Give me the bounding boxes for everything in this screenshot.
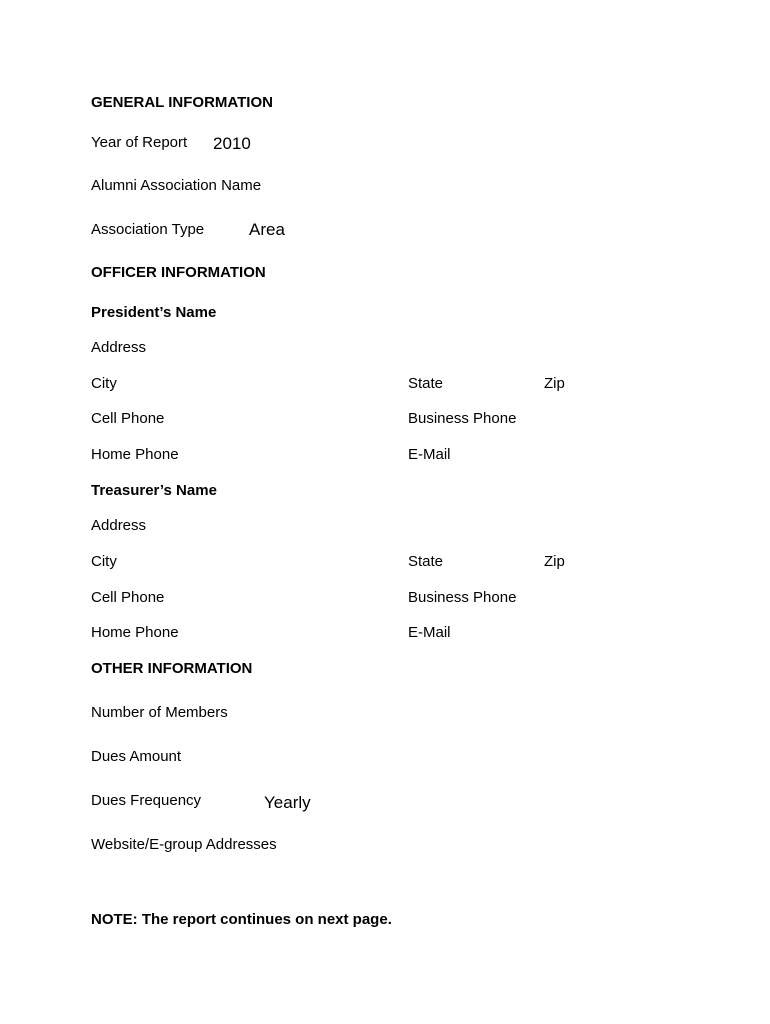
continuation-note: NOTE: The report continues on next page. [91,911,392,928]
president-email-label: E-Mail [408,446,451,463]
year-of-report-value[interactable]: 2010 [213,134,251,153]
president-address-label: Address [91,339,147,356]
presidents-name-label: President’s Name [91,304,217,321]
association-type-value[interactable]: Area [249,220,285,239]
other-information-heading: OTHER INFORMATION [91,660,253,677]
alumni-association-name-label: Alumni Association Name [91,177,262,194]
treasurer-address-label: Address [91,517,147,534]
dues-amount-label: Dues Amount [91,748,182,765]
dues-frequency-value[interactable]: Yearly [264,793,311,812]
officer-information-heading: OFFICER INFORMATION [91,264,266,281]
president-home-phone-label: Home Phone [91,446,179,463]
association-type-label: Association Type [91,221,205,238]
treasurer-zip-label: Zip [544,553,565,570]
treasurer-home-phone-label: Home Phone [91,624,179,641]
treasurer-email-label: E-Mail [408,624,451,641]
treasurer-city-label: City [91,553,117,570]
number-of-members-label: Number of Members [91,704,228,721]
president-business-phone-label: Business Phone [408,410,517,427]
website-egroup-addresses-label: Website/E-group Addresses [91,836,277,853]
president-zip-label: Zip [544,375,565,392]
treasurer-state-label: State [408,553,444,570]
president-state-label: State [408,375,444,392]
treasurer-cell-phone-label: Cell Phone [91,589,165,606]
year-of-report-label: Year of Report [91,134,188,151]
president-cell-phone-label: Cell Phone [91,410,165,427]
general-information-heading: GENERAL INFORMATION [91,94,273,111]
treasurer-business-phone-label: Business Phone [408,589,517,606]
president-city-label: City [91,375,117,392]
dues-frequency-label: Dues Frequency [91,792,202,809]
treasurers-name-label: Treasurer’s Name [91,482,217,499]
